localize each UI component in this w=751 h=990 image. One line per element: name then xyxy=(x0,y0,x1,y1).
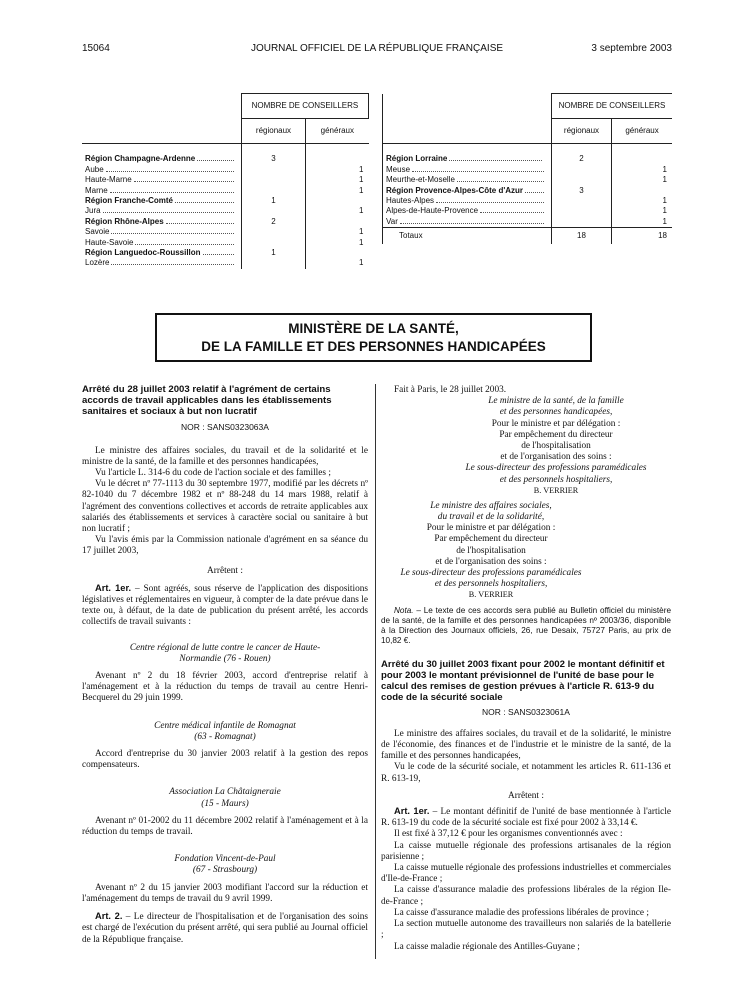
total-regionaux: 18 xyxy=(551,228,611,245)
leader-dots xyxy=(480,206,544,213)
table-row xyxy=(82,186,369,196)
signatory-line: du travail et de la solidarité, xyxy=(437,512,545,523)
leader-dots xyxy=(111,227,234,234)
right-column xyxy=(381,385,671,953)
regionaux-value: 3 xyxy=(241,154,305,164)
centre-2-name: Centre médical infantile de Romagnat xyxy=(154,720,296,731)
generaux-value: 1 xyxy=(612,175,672,185)
regionaux-value xyxy=(551,206,611,216)
region-label: Région Lorraine xyxy=(386,154,448,164)
leader-dots xyxy=(111,258,234,265)
regionaux-value: 1 xyxy=(241,248,305,258)
leader-dots xyxy=(525,186,544,193)
arretent: Arrêtent : xyxy=(207,565,243,576)
leader-dots xyxy=(457,175,544,182)
col-regionaux: régionaux xyxy=(241,119,305,144)
article-1-head-2: Art. 1er. xyxy=(394,806,430,817)
article-2-head: Art. 2. xyxy=(95,911,123,922)
article-1-head: Art. 1er. xyxy=(95,582,132,593)
ministry-line-1: MINISTÈRE DE LA SANTÉ, xyxy=(288,321,459,336)
signatory-line: Par empêchement du directeur xyxy=(499,429,613,440)
paragraph: Vu l'article L. 314-6 du code de l'action sociale et des familles ; xyxy=(95,468,331,478)
signature-date: Fait à Paris, le 28 juillet 2003. xyxy=(394,385,507,395)
table-row xyxy=(82,154,369,164)
generaux-value: 1 xyxy=(306,258,369,268)
region-label: Savoie xyxy=(85,227,110,237)
generaux-value xyxy=(306,248,369,258)
signatory-line: Par empêchement du directeur xyxy=(434,534,548,545)
total-generaux: 18 xyxy=(612,228,672,245)
table-row xyxy=(82,227,369,237)
generaux-value xyxy=(612,154,672,164)
article-1-text-2: – Le montant définitif de l'unité de base mentionnée à l'article R. 613-19 du code de la sécurité sociale est fixé pour 2002 à 33,14 €. xyxy=(381,807,671,829)
centre-3-loc: (15 - Maurs) xyxy=(201,798,249,809)
centre-2-loc: (63 - Romagnat) xyxy=(194,731,256,742)
region-label: Haute-Savoie xyxy=(85,237,134,247)
signatory-line: et de l'organisation des soins : xyxy=(500,452,612,463)
centre-4-text: Avenant nº 2 du 15 janvier 2003 modifiant l'accord sur la réduction et l'aménagement du temps de travail du 9 avril 1999. xyxy=(82,882,368,904)
publication-date: 3 septembre 2003 xyxy=(591,43,672,54)
centre-3-name: Association La Châtaigneraie xyxy=(169,787,281,798)
region-label: Marne xyxy=(85,185,108,195)
conseillers-table-right xyxy=(382,93,672,244)
generaux-value: 1 xyxy=(306,186,369,196)
nota-head: Nota. xyxy=(394,606,414,616)
signatory-line: et des personnels hospitaliers, xyxy=(434,579,548,590)
signatory-line: Pour le ministre et par délégation : xyxy=(426,523,556,534)
leader-dots xyxy=(166,217,234,224)
regionaux-value: 1 xyxy=(241,196,305,206)
generaux-value xyxy=(306,196,369,206)
leader-dots xyxy=(400,217,544,224)
regionaux-value xyxy=(241,186,305,196)
generaux-value xyxy=(306,217,369,227)
region-label: Région Provence-Alpes-Côte d'Azur xyxy=(386,185,524,195)
table-row xyxy=(82,196,369,206)
signatory-name: B. VERRIER xyxy=(533,485,579,495)
paragraph: Vu le code de la sécurité sociale, et notamment les articles R. 611-136 et R. 613-19, xyxy=(381,762,671,784)
generaux-value: 1 xyxy=(612,165,672,175)
generaux-value: 1 xyxy=(306,238,369,248)
region-label: Meurthe-et-Moselle xyxy=(386,175,455,185)
journal-title: JOURNAL OFFICIEL DE LA RÉPUBLIQUE FRANÇAISE xyxy=(250,43,504,54)
leader-dots xyxy=(135,238,234,245)
signatory-name: B. VERRIER xyxy=(468,590,514,600)
regionaux-value: 2 xyxy=(241,217,305,227)
regionaux-value: 3 xyxy=(551,186,611,196)
table-row xyxy=(383,175,673,185)
left-column xyxy=(82,385,368,946)
table-row xyxy=(383,217,673,228)
ministry-line-2: DE LA FAMILLE ET DES PERSONNES HANDICAPÉES xyxy=(201,339,546,354)
table-row xyxy=(383,154,673,164)
table-row xyxy=(383,196,673,206)
generaux-value xyxy=(306,154,369,164)
signatory-line: et de l'organisation des soins : xyxy=(435,556,547,567)
decree-title: Arrêté du 28 juillet 2003 relatif à l'agrément de certains accords de travail applicables dans les établissements sanitaires et sociaux à but non lucratif xyxy=(82,384,332,417)
signatory-line: et des personnes handicapées, xyxy=(499,407,613,418)
table-head-top: NOMBRE DE CONSEILLERS xyxy=(241,94,368,119)
region-label: Région Champagne-Ardenne xyxy=(85,154,196,164)
nor-reference-2: NOR : SANS0323061A xyxy=(482,706,570,717)
region-label: Région Rhône-Alpes xyxy=(85,216,164,226)
signatory-line: Le ministre de la santé, de la famille xyxy=(488,396,624,407)
region-label: Var xyxy=(386,216,398,226)
table-row xyxy=(82,175,369,185)
region-label: Jura xyxy=(85,206,101,216)
nor-reference: NOR : SANS0323063A xyxy=(181,422,269,433)
centre-4-loc: (67 - Strasbourg) xyxy=(192,865,258,876)
region-label: Région Languedoc-Roussillon xyxy=(85,248,201,258)
leader-dots xyxy=(106,165,234,172)
paragraph: La caisse d'assurance maladie des professions libérales de province ; xyxy=(394,907,649,918)
nota-text: – Le texte de ces accords sera publié au Bulletin officiel du ministère de la santé, de la famille et des personnes handicapées nº 2003/36, disponible à la Direction des Journaux officiels, 26, rue Desaix, 75727 Paris, au prix de 10,82 €. xyxy=(381,606,671,646)
signatory-line: Le ministre des affaires sociales, xyxy=(430,500,552,511)
paragraph: Vu l'avis émis par la Commission nationale d'agrément en sa séance du 17 juillet 2003, xyxy=(82,535,368,557)
totals-label: Totaux xyxy=(383,228,552,245)
leader-dots xyxy=(203,248,234,255)
col-generaux: généraux xyxy=(612,119,672,144)
region-label: Haute-Marne xyxy=(85,175,132,185)
table-row xyxy=(383,206,673,216)
region-label: Hautes-Alpes xyxy=(386,196,435,206)
table-row xyxy=(82,248,369,258)
paragraph: La section mutuelle autonome des travailleurs non salariés de la batellerie ; xyxy=(381,919,671,941)
table-row xyxy=(82,258,369,268)
leader-dots xyxy=(197,154,234,161)
paragraph: Le ministre des affaires sociales, du travail et de la solidarité, le ministre de l'économie, des finances et de l'industrie et le ministre de la santé, de la famille et des personnes handicapées, xyxy=(381,728,671,762)
regionaux-value xyxy=(241,175,305,185)
paragraph: La caisse mutuelle régionale des professions artisanales de la région parisienne ; xyxy=(381,840,671,862)
page-number: 15064 xyxy=(82,43,110,54)
generaux-value: 1 xyxy=(612,196,672,206)
leader-dots xyxy=(175,196,234,203)
paragraph: La caisse mutuelle régionale des professions industrielles et commerciales d'Ile-de-France ; xyxy=(381,863,671,885)
regionaux-value xyxy=(551,217,611,228)
generaux-value: 1 xyxy=(306,175,369,185)
col-generaux: généraux xyxy=(306,119,369,144)
region-label: Lozère xyxy=(85,258,110,268)
regionaux-value xyxy=(241,227,305,237)
signatory-line: de l'hospitalisation xyxy=(456,545,526,556)
signatory-line: Le sous-directeur des professions paramédicales xyxy=(465,463,647,474)
article-1-text: – Sont agréés, sous réserve de l'application des dispositions législatives et réglementaires en vigueur, à compter de la date prévue dans le texte ou, à défaut, de la date de publication du présent arrêté, les accords collectifs de travail suivants : xyxy=(82,583,368,628)
signatory-line: Le sous-directeur des professions paramédicales xyxy=(400,568,582,579)
table-row xyxy=(383,165,673,175)
centre-4-name: Fondation Vincent-de-Paul xyxy=(174,854,276,865)
paragraph: Le ministre des affaires sociales, du travail et de la solidarité et le ministre de la santé, de la famille et des personnes handicapées, xyxy=(82,445,368,467)
table-row xyxy=(82,206,369,216)
leader-dots xyxy=(449,154,542,161)
generaux-value: 1 xyxy=(306,206,369,216)
paragraph: La caisse maladie régionale des Antilles-Guyane ; xyxy=(394,941,580,952)
generaux-value: 1 xyxy=(612,206,672,216)
centre-1-name: Centre régional de lutte contre le cancer de Haute-Normandie (76 - Rouen) xyxy=(129,642,321,664)
generaux-value: 1 xyxy=(306,165,369,175)
leader-dots xyxy=(103,206,234,213)
arretent-2: Arrêtent : xyxy=(508,790,544,801)
region-label: Aube xyxy=(85,164,104,174)
table-row xyxy=(383,186,673,196)
leader-dots xyxy=(412,165,544,172)
region-label: Meuse xyxy=(386,164,411,174)
regionaux-value xyxy=(551,165,611,175)
regionaux-value xyxy=(551,175,611,185)
paragraph: La caisse d'assurance maladie des professions libérales de la région Ile-de-France ; xyxy=(381,885,671,907)
decree-title-2: Arrêté du 30 juillet 2003 fixant pour 2002 le montant définitif et pour 2003 le montant prévisionnel de l'unité de base pour le calcul des remises de gestion prévues à l'article R. 613-9 du code de la sécurité sociale xyxy=(381,659,665,703)
centre-1-text: Avenant nº 2 du 18 février 2003, accord d'entreprise relatif à l'aménagement et à la réduction du temps de travail au centre Henri-Becquerel du 29 juin 1999. xyxy=(82,671,368,704)
regionaux-value xyxy=(551,196,611,206)
regionaux-value xyxy=(241,258,305,268)
centre-2-text: Accord d'entreprise du 30 janvier 2003 relatif à la gestion des repos compensateurs. xyxy=(82,749,368,771)
table-head-top: NOMBRE DE CONSEILLERS xyxy=(551,94,672,119)
generaux-value: 1 xyxy=(612,217,672,228)
region-label: Région Franche-Comté xyxy=(85,196,174,206)
table-row xyxy=(82,217,369,227)
region-label: Alpes-de-Haute-Provence xyxy=(386,206,479,216)
paragraph: Il est fixé à 37,12 € pour les organismes conventionnés avec : xyxy=(394,829,623,840)
col-regionaux: régionaux xyxy=(551,119,611,144)
generaux-value: 1 xyxy=(306,227,369,237)
leader-dots xyxy=(436,196,544,203)
signatory-line: de l'hospitalisation xyxy=(521,441,591,452)
regionaux-value xyxy=(241,206,305,216)
signatory-line: Pour le ministre et par délégation : xyxy=(491,418,621,429)
table-row xyxy=(82,165,369,175)
conseillers-table-left xyxy=(82,93,369,269)
regionaux-value: 2 xyxy=(551,154,611,164)
leader-dots xyxy=(134,175,234,182)
ministry-heading xyxy=(155,313,592,362)
centre-3-text: Avenant nº 01-2002 du 11 décembre 2002 relatif à l'aménagement et à la réduction du temps de travail. xyxy=(82,815,368,838)
article-2-text: – Le directeur de l'hospitalisation et de l'organisation des soins est chargé de l'exécution du présent arrêté, qui sera publié au Journal officiel de la République française. xyxy=(82,912,368,945)
column-divider xyxy=(375,384,376,959)
leader-dots xyxy=(110,186,234,193)
table-row xyxy=(82,238,369,248)
regionaux-value xyxy=(241,238,305,248)
signatory-line: et des personnels hospitaliers, xyxy=(499,474,613,485)
regionaux-value xyxy=(241,165,305,175)
paragraph: Vu le décret nº 77-1113 du 30 septembre 1977, modifié par les décrets nº 82-1040 du 7 décembre 1982 et nº 88-248 du 14 mars 1988, relatif à l'agrément des conventions collectives et accords de retraite applicables aux salariés des établissements et services à caractère social ou sanitaire à but non lucratif ; xyxy=(82,479,368,535)
generaux-value xyxy=(612,186,672,196)
